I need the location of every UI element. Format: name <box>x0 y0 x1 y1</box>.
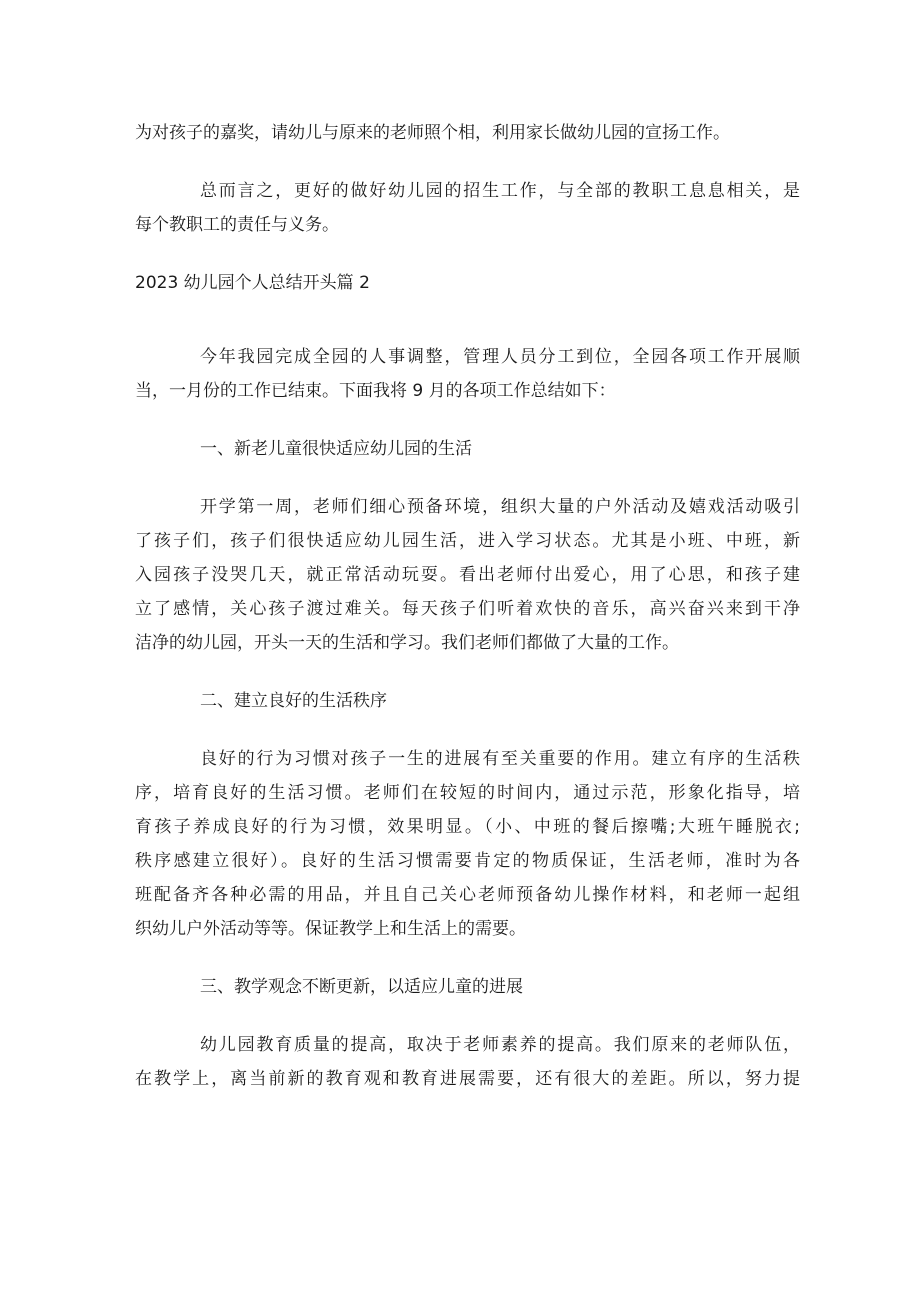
paragraph-intro <box>135 340 800 408</box>
paragraph-line: 每个教职工的责任与义务。 <box>135 215 339 235</box>
paragraph-line: 幼儿园教育质量的提高，取决于老师素养的提高。我们原来的老师队伍， <box>200 1035 800 1055</box>
paragraph-line: 织幼儿户外活动等等。保证教学上和生活上的需要。 <box>135 919 526 939</box>
paragraph-line: 秩序感建立很好）。良好的生活习惯需要肯定的物质保证，生活老师，准时为各 <box>135 851 800 871</box>
paragraph-line: 序，培育良好的生活习惯。老师们在较短的时间内，通过示范，形象化指导，培 <box>135 783 800 803</box>
paragraph-teaching <box>135 1028 800 1096</box>
section-title: 2023 幼儿园个人总结开头篇 2 <box>135 273 370 293</box>
paragraph-line: 了孩子们，孩子们很快适应幼儿园生活，进入学习状态。尤其是小班、中班，新 <box>135 531 800 551</box>
paragraph-line: 今年我园完成全园的人事调整，管理人员分工到位，全园各项工作开展顺 <box>200 347 800 367</box>
paragraph-conclusion <box>135 174 800 242</box>
subheading-teaching: 三、教学观念不断更新，以适应儿童的进展 <box>200 977 523 997</box>
paragraph-order <box>135 742 800 946</box>
paragraph-awards <box>135 116 800 150</box>
paragraph-line: 开学第一周，老师们细心预备环境，组织大量的户外活动及嬉戏活动吸引 <box>200 497 800 517</box>
subheading-order: 二、建立良好的生活秩序 <box>200 691 387 711</box>
paragraph-line: 立了感情，关心孩子渡过难关。每天孩子们听着欢快的音乐，高兴奋兴来到干净 <box>135 599 800 619</box>
paragraph-line: 入园孩子没哭几天，就正常活动玩耍。看出老师付出爱心，用了心思，和孩子建 <box>135 565 800 585</box>
paragraph-adaptation <box>135 490 800 660</box>
subheading-adaptation: 一、新老儿童很快适应幼儿园的生活 <box>200 439 472 459</box>
paragraph-line: 为对孩子的嘉奖，请幼儿与原来的老师照个相，利用家长做幼儿园的宣扬工作。 <box>135 123 730 143</box>
document-body <box>135 116 800 1096</box>
paragraph-line: 良好的行为习惯对孩子一生的进展有至关重要的作用。建立有序的生活秩 <box>200 749 800 769</box>
paragraph-line: 洁净的幼儿园，开头一天的生活和学习。我们老师们都做了大量的工作。 <box>135 633 679 653</box>
paragraph-line: 总而言之，更好的做好幼儿园的招生工作，与全部的教职工息息相关，是 <box>200 181 800 201</box>
paragraph-line: 在教学上，离当前新的教育观和教育进展需要，还有很大的差距。所以，努力提 <box>135 1069 800 1089</box>
paragraph-line: 班配备齐各种必需的用品，并且自己关心老师预备幼儿操作材料，和老师一起组 <box>135 885 800 905</box>
paragraph-line: 当，一月份的工作已结束。下面我将 9 月的各项工作总结如下： <box>135 381 616 401</box>
paragraph-line: 育孩子养成良好的行为习惯，效果明显。（小、中班的餐后擦嘴;大班午睡脱衣; <box>135 817 800 837</box>
